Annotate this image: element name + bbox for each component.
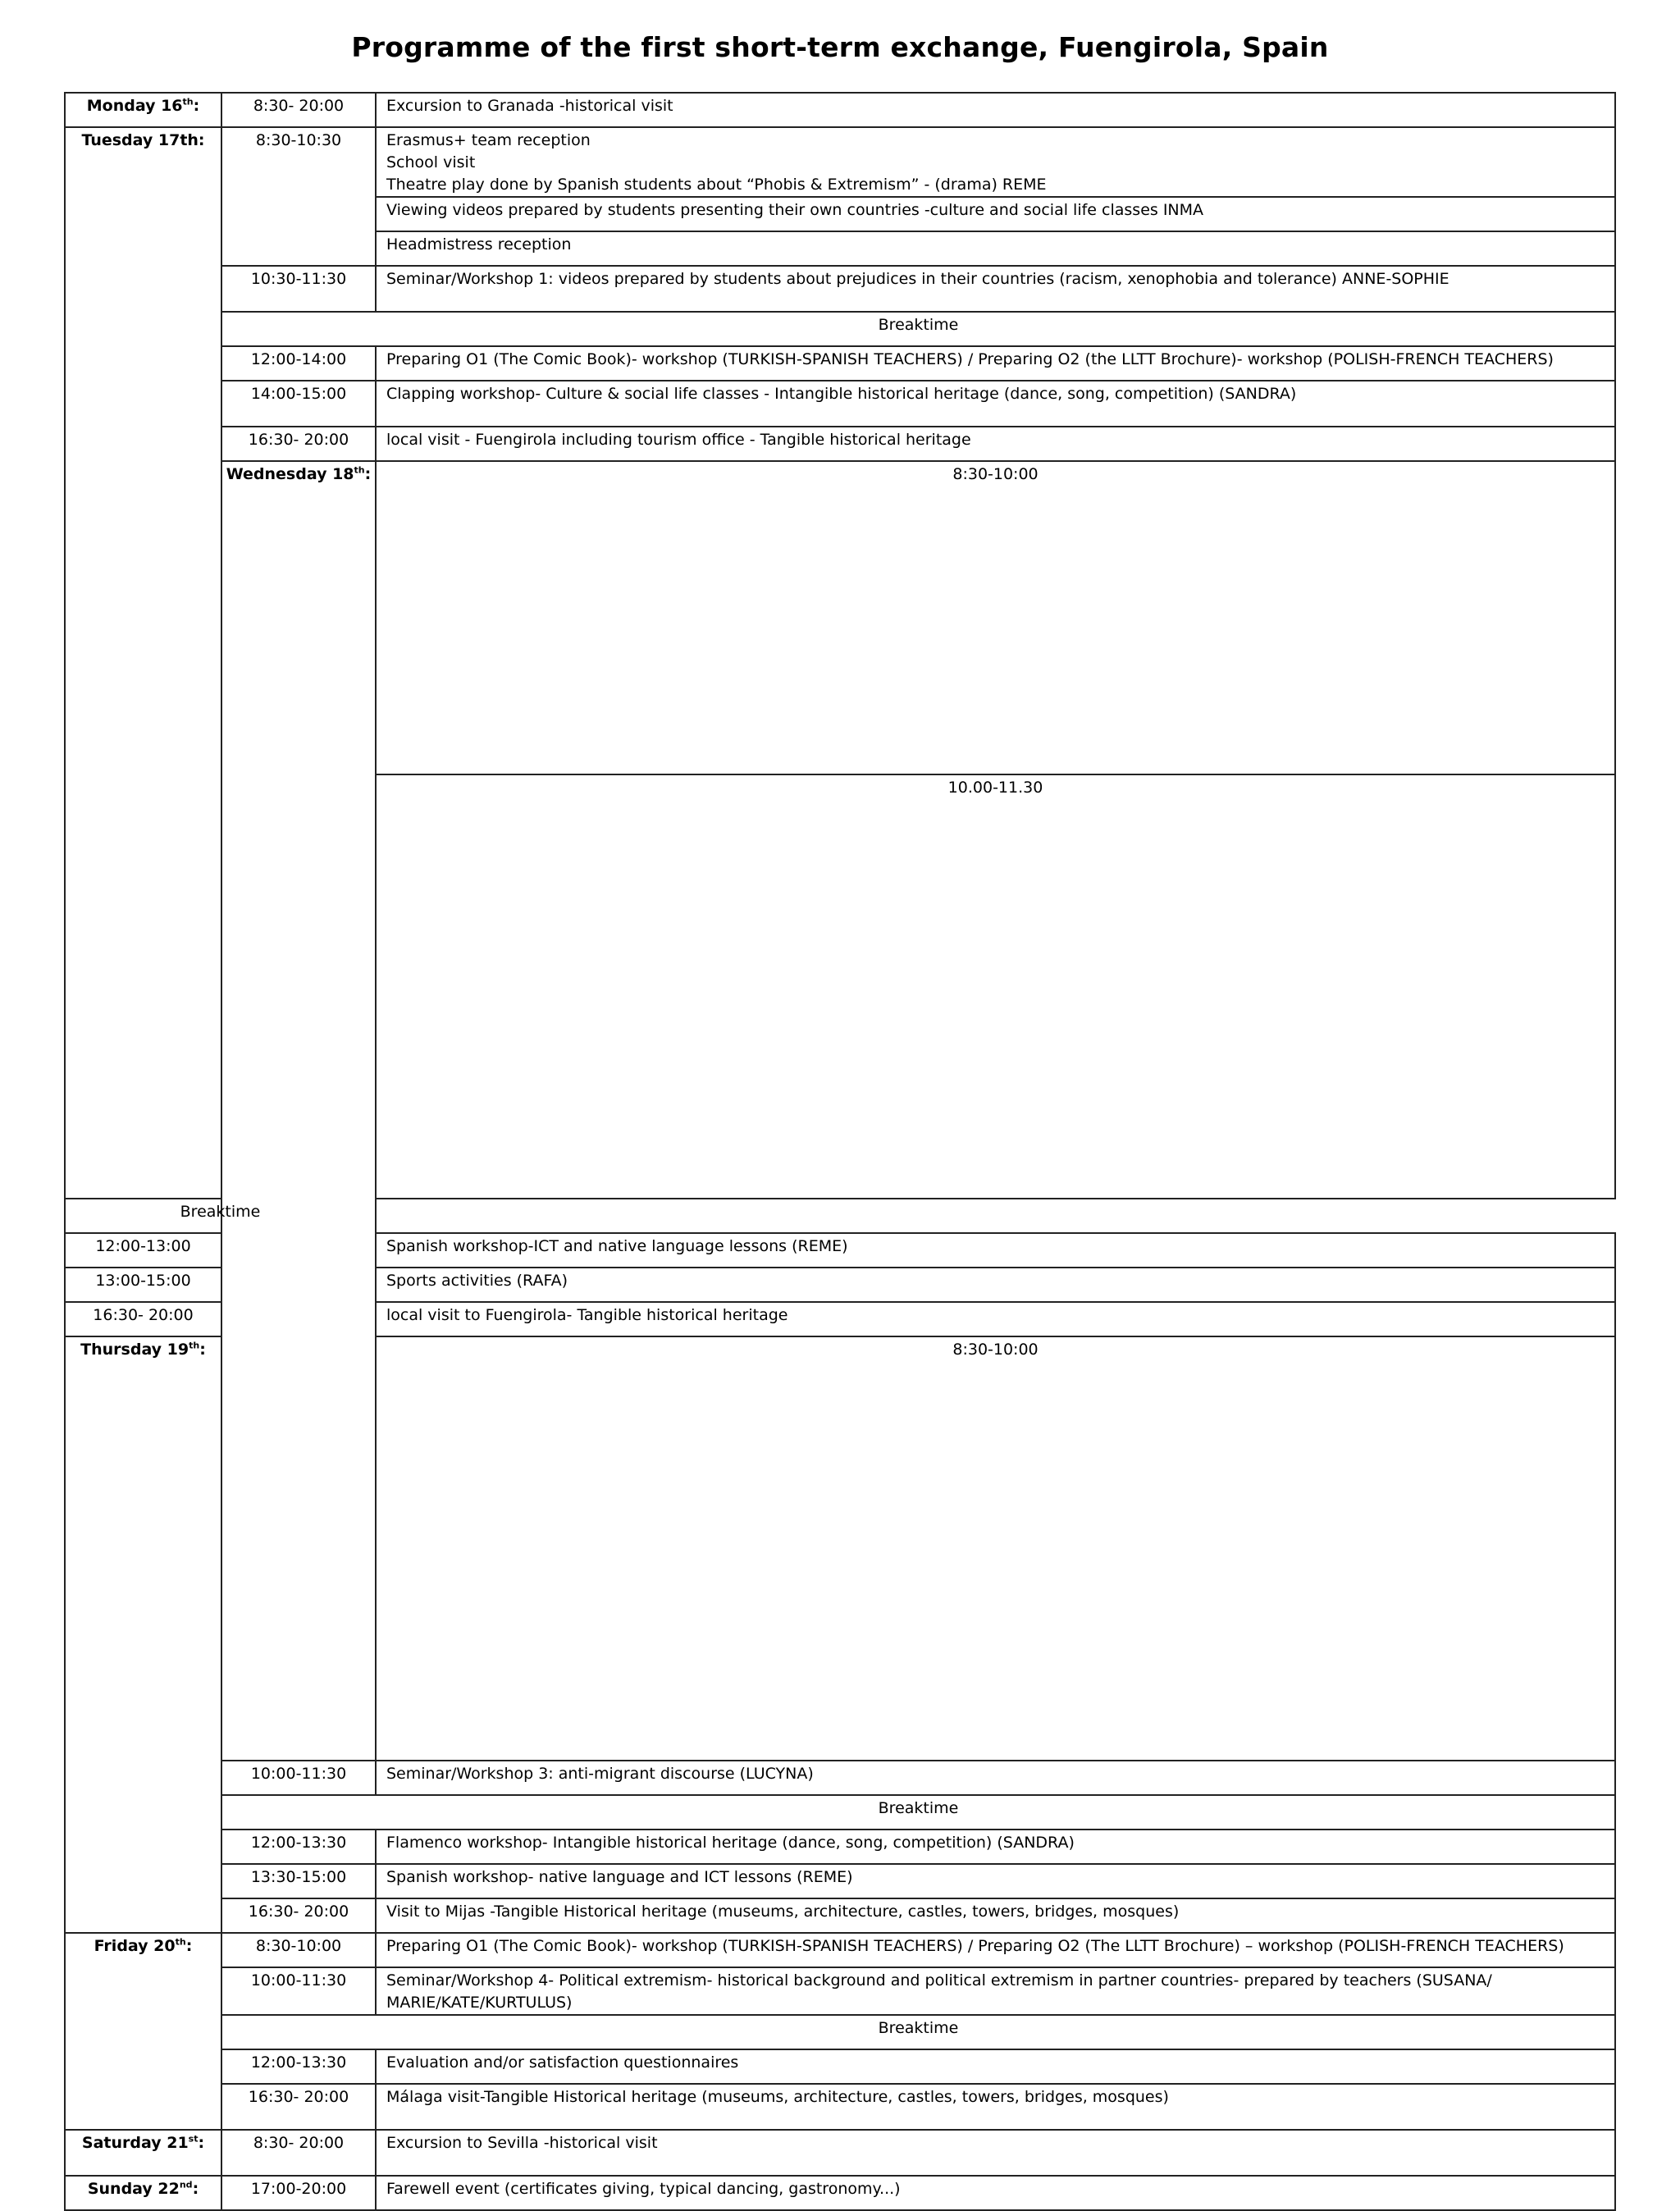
activity-cell: local visit to Fuengirola- Tangible historical heritage bbox=[376, 1302, 1615, 1336]
activity-cell: Viewing videos prepared by students presenting their own countries -culture and social life classes INMA bbox=[376, 197, 1615, 231]
table-row bbox=[65, 461, 1615, 774]
activity-line: Erasmus+ team reception bbox=[386, 131, 591, 149]
activity-cell: Clapping workshop- Culture & social life classes - Intangible historical heritage (dance, song, competition) (SANDRA) bbox=[376, 381, 1615, 427]
time-cell: 10:00-11:30 bbox=[221, 1967, 376, 2015]
table-row bbox=[65, 2084, 1615, 2130]
activity-cell: Flamenco workshop- Intangible historical heritage (dance, song, competition) (SANDRA) bbox=[376, 1830, 1615, 1864]
day-sunday: Sunday 22nd: bbox=[65, 2176, 221, 2210]
activity-line: Seminar/Workshop 4- Political extremism- historical background and political extremism in partner countries- prepared by teachers (SUSANA/ bbox=[386, 1971, 1492, 1989]
time-cell: 16:30- 20:00 bbox=[65, 1302, 221, 1336]
activity-cell: Evaluation and/or satisfaction questionnaires bbox=[376, 2049, 1615, 2084]
time-cell: 16:30- 20:00 bbox=[221, 1898, 376, 1933]
table-row bbox=[65, 2049, 1615, 2084]
breaktime-cell: Breaktime bbox=[221, 2015, 1615, 2049]
table-row bbox=[65, 346, 1615, 381]
activity-line: Theatre play done by Spanish students about “Phobis & Extremism” - (drama) REME bbox=[386, 176, 1047, 194]
time-cell: 10:00-11:30 bbox=[221, 1761, 376, 1795]
time-cell: 12:00-13:30 bbox=[221, 2049, 376, 2084]
activity-cell: Headmistress reception bbox=[376, 231, 1615, 266]
time-cell: 10:30-11:30 bbox=[221, 266, 376, 312]
activity-cell bbox=[376, 1967, 1615, 2015]
activity-cell: local visit - Fuengirola including tourism office - Tangible historical heritage bbox=[376, 427, 1615, 461]
page-title: Programme of the first short-term exchange, Fuengirola, Spain bbox=[351, 31, 1329, 63]
activity-cell: Spanish workshop- native language and ICT lessons (REME) bbox=[376, 1864, 1615, 1898]
time-cell: 8:30-10:30 bbox=[221, 127, 376, 266]
table-row bbox=[65, 1761, 1615, 1795]
table-row bbox=[65, 1967, 1615, 2015]
time-cell: 10.00-11.30 bbox=[376, 774, 1615, 1199]
table-row bbox=[65, 1898, 1615, 1933]
time-cell: 16:30- 20:00 bbox=[221, 427, 376, 461]
activity-cell: Málaga visit-Tangible Historical heritage (museums, architecture, castles, towers, bridges, mosques) bbox=[376, 2084, 1615, 2130]
activity-cell: Excursion to Sevilla -historical visit bbox=[376, 2130, 1615, 2176]
time-cell: 12:00-14:00 bbox=[221, 346, 376, 381]
time-cell: 8:30-10:00 bbox=[376, 1336, 1615, 1761]
activity-line: School visit bbox=[386, 153, 476, 171]
table-row bbox=[65, 2015, 1615, 2049]
table-row bbox=[65, 1199, 1615, 1233]
day-thursday: Thursday 19th: bbox=[65, 1336, 221, 1933]
breaktime-cell: Breaktime bbox=[65, 1199, 376, 1233]
time-cell: 13:30-15:00 bbox=[221, 1864, 376, 1898]
table-row bbox=[65, 93, 1615, 127]
time-cell: 8:30- 20:00 bbox=[221, 2130, 376, 2176]
time-cell: 12:00-13:00 bbox=[65, 1233, 221, 1268]
table-row bbox=[65, 312, 1615, 346]
table-row bbox=[65, 1933, 1615, 1967]
table-row bbox=[65, 1864, 1615, 1898]
activity-cell: Preparing O1 (The Comic Book)- workshop (TURKISH-SPANISH TEACHERS) / Preparing O2 (The LLTT Brochure) – workshop (POLISH-FRENCH TEACHERS) bbox=[376, 1933, 1615, 1967]
activity-cell bbox=[376, 127, 1615, 197]
time-cell: 12:00-13:30 bbox=[221, 1830, 376, 1864]
activity-cell: Visit to Mijas -Tangible Historical heritage (museums, architecture, castles, towers, bridges, mosques) bbox=[376, 1898, 1615, 1933]
time-cell: 8:30- 20:00 bbox=[221, 93, 376, 127]
day-tuesday: Tuesday 17th: bbox=[65, 127, 221, 1199]
breaktime-cell: Breaktime bbox=[221, 1795, 1615, 1830]
table-row bbox=[65, 1795, 1615, 1830]
activity-cell: Excursion to Granada -historical visit bbox=[376, 93, 1615, 127]
table-row bbox=[65, 266, 1615, 312]
breaktime-cell: Breaktime bbox=[221, 312, 1615, 346]
time-cell: 8:30-10:00 bbox=[376, 461, 1615, 774]
table-row bbox=[65, 127, 1615, 197]
programme-table bbox=[64, 92, 1616, 2211]
activity-cell: Preparing O1 (The Comic Book)- workshop (TURKISH-SPANISH TEACHERS) / Preparing O2 (the LLTT Brochure)- workshop (POLISH-FRENCH TEACHERS) bbox=[376, 346, 1615, 381]
activity-cell: Spanish workshop-ICT and native language lessons (REME) bbox=[376, 1233, 1615, 1268]
day-saturday: Saturday 21st: bbox=[65, 2130, 221, 2176]
table-row bbox=[65, 381, 1615, 427]
time-cell: 17:00-20:00 bbox=[221, 2176, 376, 2210]
activity-cell: Farewell event (certificates giving, typical dancing, gastronomy...) bbox=[376, 2176, 1615, 2210]
time-cell: 16:30- 20:00 bbox=[221, 2084, 376, 2130]
activity-cell: Sports activities (RAFA) bbox=[376, 1268, 1615, 1302]
table-row bbox=[65, 2130, 1615, 2176]
time-cell: 14:00-15:00 bbox=[221, 381, 376, 427]
time-cell: 8:30-10:00 bbox=[221, 1933, 376, 1967]
activity-cell: Seminar/Workshop 3: anti-migrant discourse (LUCYNA) bbox=[376, 1761, 1615, 1795]
activity-line: MARIE/KATE/KURTULUS) bbox=[386, 1994, 573, 2012]
table-row bbox=[65, 427, 1615, 461]
day-monday: Monday 16th: bbox=[65, 93, 221, 127]
time-cell: 13:00-15:00 bbox=[65, 1268, 221, 1302]
day-friday: Friday 20th: bbox=[65, 1933, 221, 2130]
activity-cell: Seminar/Workshop 1: videos prepared by students about prejudices in their countries (racism, xenophobia and tolerance) ANNE-SOPHIE bbox=[376, 266, 1615, 312]
table-row bbox=[65, 1830, 1615, 1864]
day-wednesday: Wednesday 18th: bbox=[221, 461, 376, 1761]
table-row bbox=[65, 2176, 1615, 2210]
